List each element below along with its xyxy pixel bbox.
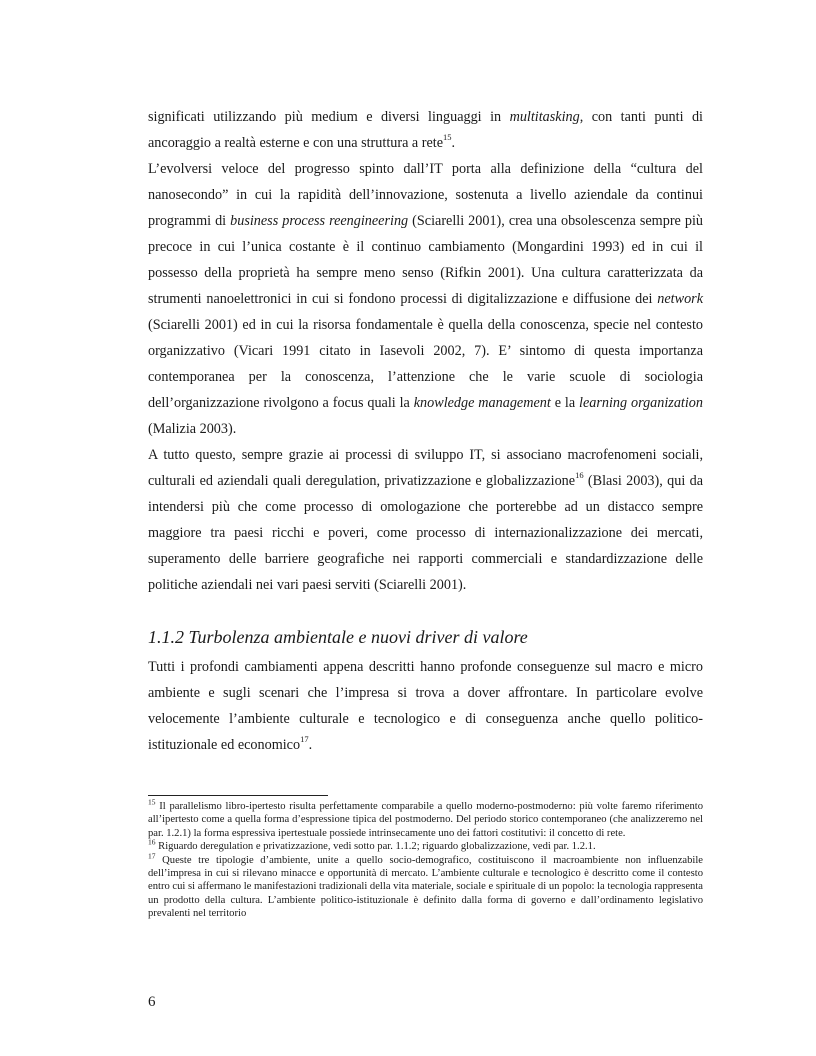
footnote-ref-17: 17 [300,734,309,745]
paragraph-4: Tutti i profondi cambiamenti appena descritti hanno profonde conseguenze sul macro e micro ambiente e sugli scenari che l’impresa si trova a dover affrontare. In particolare evolve velocemente l’ambiente culturale e tecnologico e di conseguenza anche quello politico-istituzionale ed economico$^{17}$. [148,659,703,753]
footnote-divider [148,795,328,796]
footnote-ref-15: 15 [443,132,452,143]
footnotes [148,797,703,921]
paragraph-1: significati utilizzando più medium e diversi linguaggi in multitasking, con tanti punti di ancoraggio a realtà esterne e con una struttura a rete$^{15}$. [148,109,703,151]
page-number: 6 [148,994,156,1010]
page-content [148,104,703,758]
footnote-17: $^{17}$ Queste tre tipologie d’ambiente, unite a quello socio-demografico, costituiscono il macroambiente non influenzabile dell’impresa in cui si rilevano minacce e opportunità di mercato. L’ambiente culturale e tecnologico è descritto come il contesto entro cui si affermano le manifestazioni tradizionali della vita materiale, sociale e spirituale di un popolo: la tecnologia rappresenta un prodotto della cultura. L’ambiente politico-istituzionale è definito dalla forma di governo e dall’ordinamento legislativo prevalenti nel territorio [148,851,703,920]
footnote-ref-16: 16 [575,470,584,481]
section-heading: 1.1.2 Turbolenza ambientale e nuovi driver di valore [148,627,528,647]
paragraph-2: L’evolversi veloce del progresso spinto dall’IT porta alla definizione della “cultura del nanosecondo” in cui la rapidità dell’innovazione, sostenuta a livello aziendale da continui programmi di business process reengineering (Sciarelli 2001), crea una obsolescenza sempre più precoce in cui l’unica costante è il continuo cambiamento (Mongardini 1993) ed in cui il possesso della proprietà ha sempre meno senso (Rifkin 2001). Una cultura caratterizzata da strumenti nanoelettronici in cui si fondono processi di digitalizzazione e diffusione dei network (Sciarelli 2001) ed in cui la risorsa fondamentale è quella della conoscenza, specie nel contesto organizzativo (Vicari 1991 citato in Iasevoli 2002, 7). E’ sintomo di questa importanza contemporanea per la conoscenza, l’attenzione che le varie scuole di sociologia dell’organizzazione rivolgono a focus quali la knowledge management e la learning organization (Malizia 2003). [148,161,703,437]
footnote-16: $^{16}$ Riguardo deregulation e privatizzazione, vedi sotto par. 1.1.2; riguardo globalizzazione, vedi par. 1.2.1. [148,837,596,853]
paragraph-3: A tutto questo, sempre grazie ai processi di sviluppo IT, si associano macrofenomeni sociali, culturali ed aziendali quali deregulation, privatizzazione e globalizzazione$^{16}$ (Blasi 2003), qui da intendersi più che come processo di omologazione che porterebbe ad un distacco sempre maggiore tra paesi ricchi e poveri, come processo di internazionalizzazione dei mercati, superamento delle barriere geografiche nei rapporti commerciali e standardizzazione delle politiche aziendali nei vari paesi serviti (Sciarelli 2001). [148,447,703,593]
body-text [148,104,703,758]
footnote-15: $^{15}$ Il parallelismo libro-ipertesto risulta perfettamente comparabile a quello moderno-postmoderno: più volte faremo riferimento all’ipertesto come a quella forma d’espressione tipica del postmoderno. Del periodo storico contemporaneo (che analizzeremo nel par. 1.2.1) la forma espressiva ipertestuale possiede intrinsecamente uno dei fattori costitutivi: il concetto di rete. [148,797,703,839]
